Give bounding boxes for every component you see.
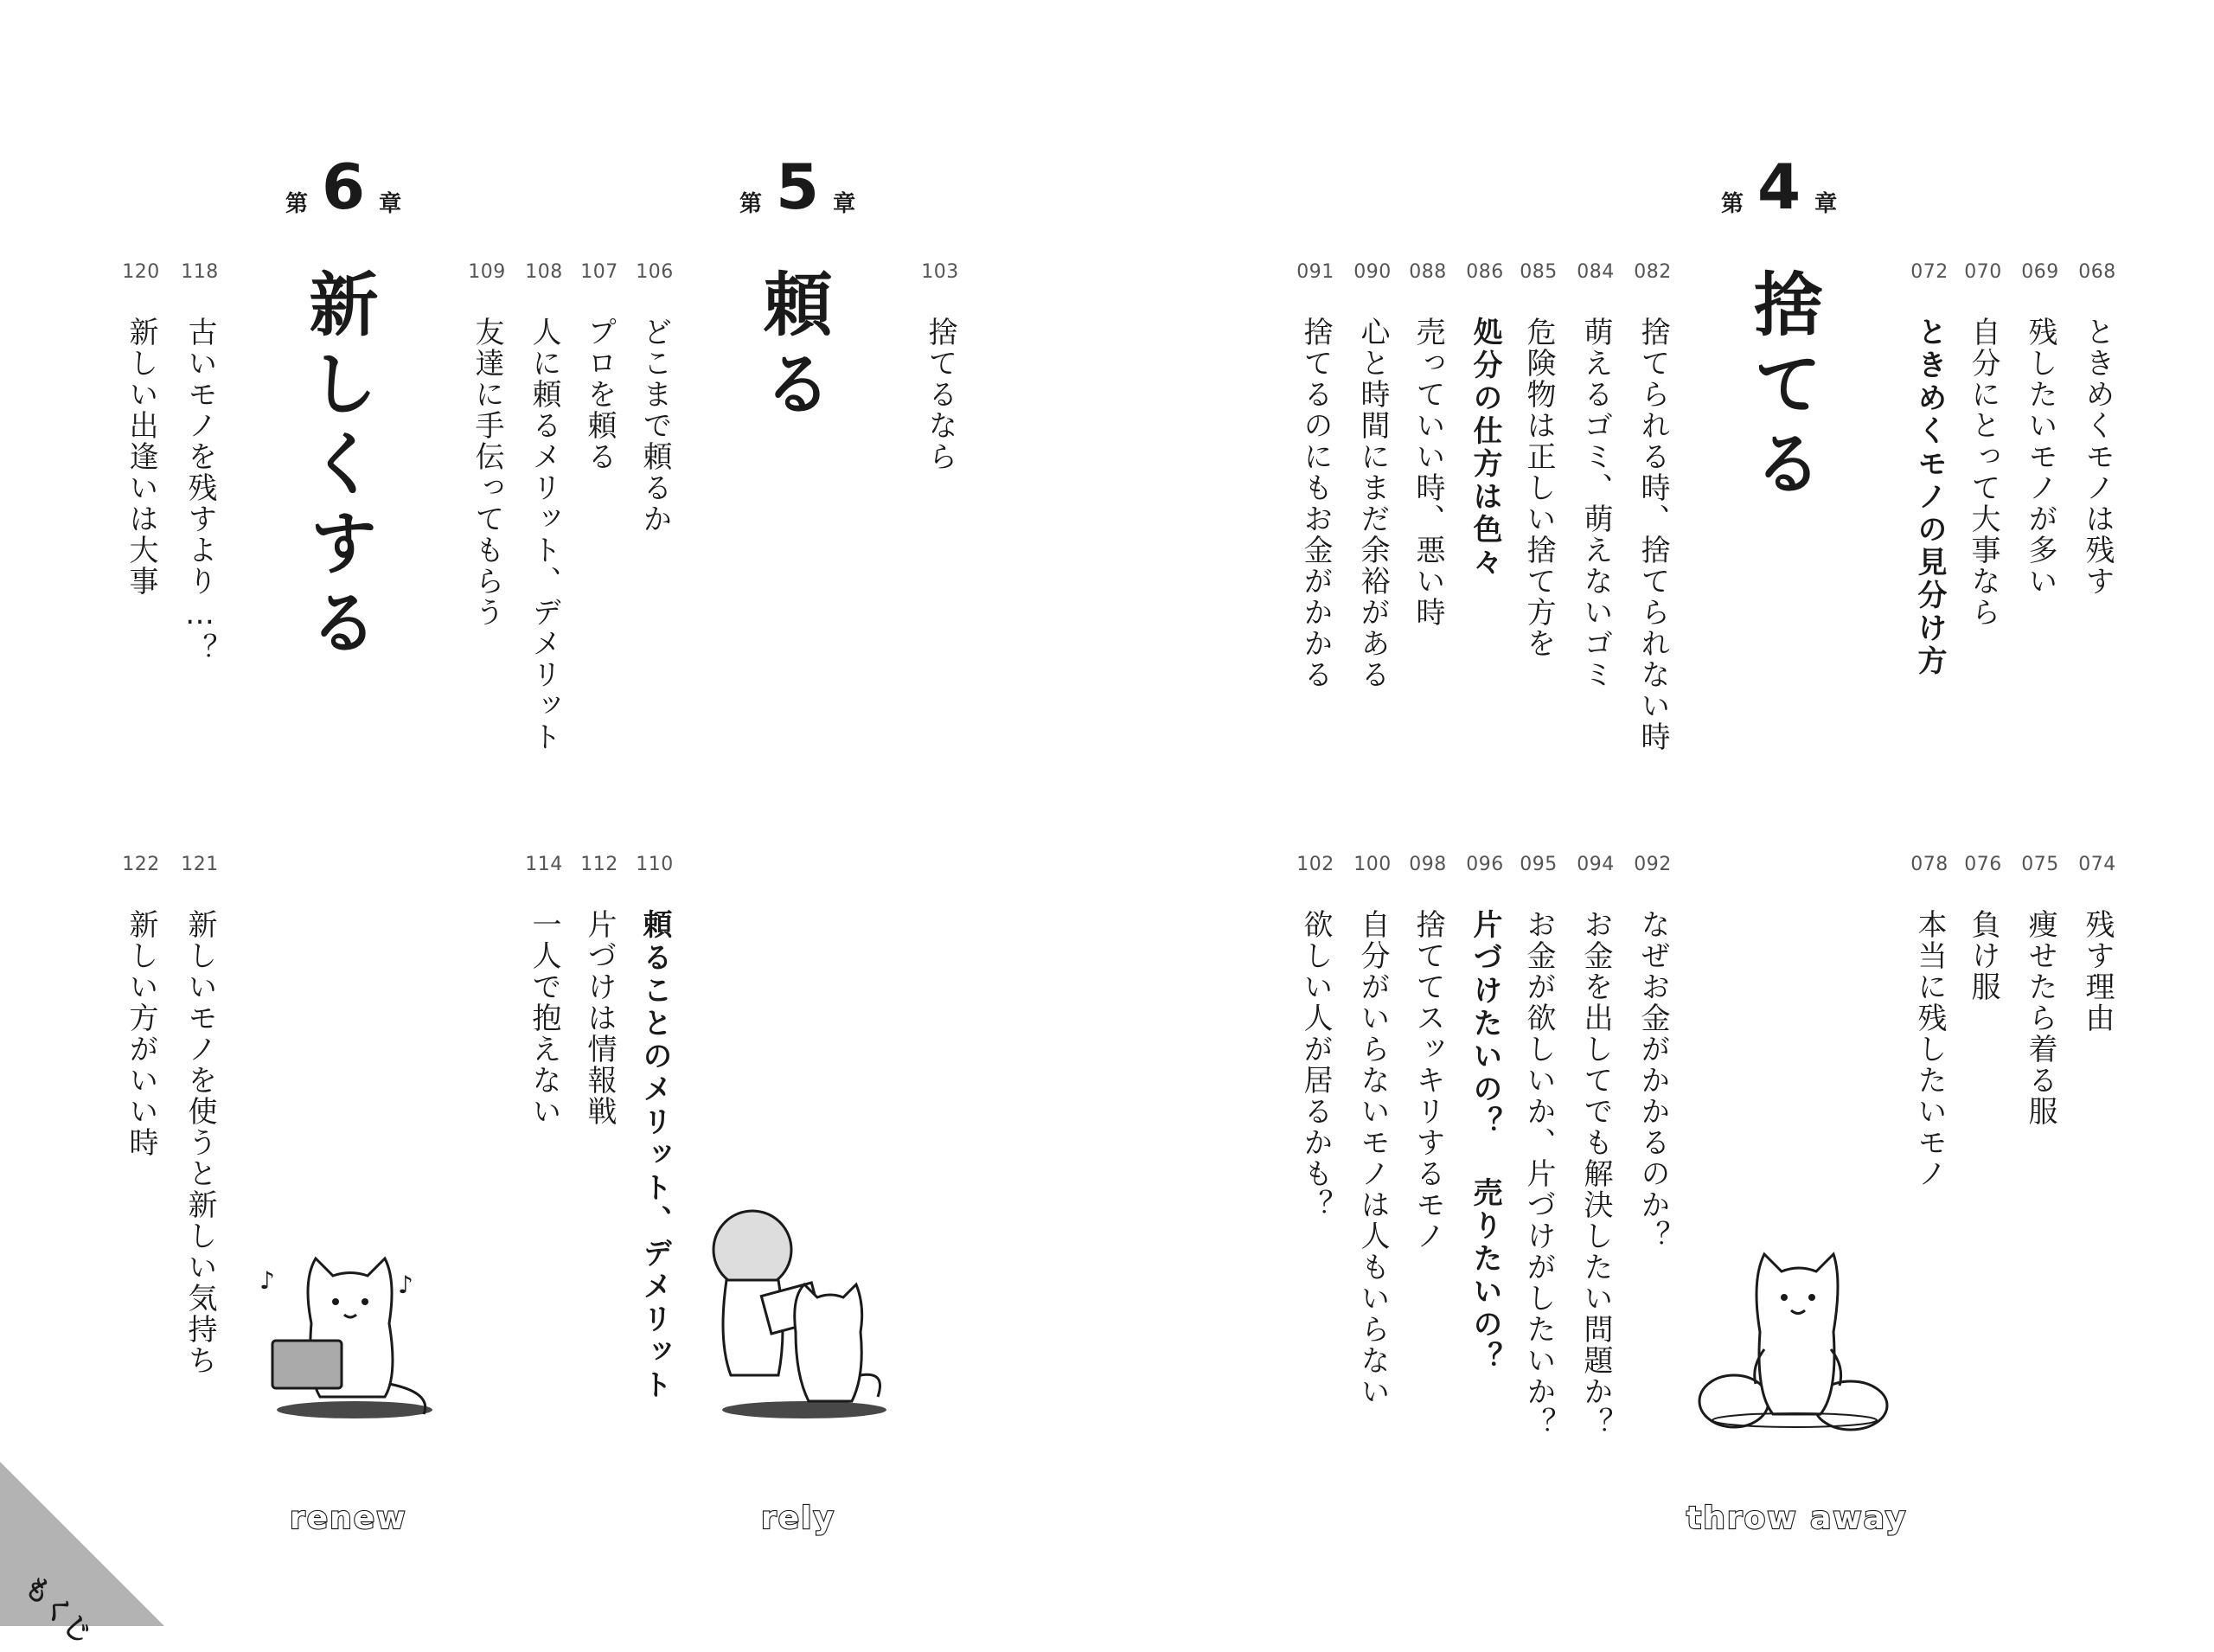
toc-entry[interactable]: [463, 259, 511, 631]
chapter4-english-title: throw away: [1686, 1501, 1908, 1536]
chapter-prefix: 第: [1721, 191, 1744, 217]
toc-entry[interactable]: [1959, 259, 2007, 631]
toc-entry-title: 痩せたら着る服: [2023, 909, 2057, 1127]
toc-entry[interactable]: [1514, 852, 1563, 1442]
toc-page-number: 078: [1910, 854, 1948, 875]
toc-entry[interactable]: [1959, 852, 2007, 1006]
toc-entry[interactable]: [1404, 259, 1452, 631]
toc-entry[interactable]: [117, 259, 165, 600]
toc-entry[interactable]: [2073, 852, 2121, 1037]
svg-text:♪: ♪: [398, 1271, 413, 1299]
toc-page-number: 084: [1577, 261, 1615, 283]
toc-entry[interactable]: [1571, 259, 1620, 694]
toc-entry[interactable]: [520, 259, 568, 756]
toc-entry[interactable]: [1291, 852, 1340, 1224]
toc-entry[interactable]: [1291, 259, 1340, 694]
toc-entry[interactable]: [520, 852, 568, 1130]
chapter-suffix: 章: [833, 191, 856, 217]
chapter-prefix: 第: [739, 191, 763, 217]
toc-entry-title: 萌えるゴミ、萌えないゴミ: [1578, 317, 1613, 690]
chapter6-title: 新しくする: [298, 268, 378, 666]
chapter-suffix: 章: [379, 191, 402, 217]
toc-entry-title: 古いモノを残すより…？: [182, 317, 217, 664]
toc-entry-title: 頼ることのメリット、デメリット: [637, 909, 672, 1402]
chapter-prefix: 第: [285, 191, 309, 217]
toc-entry[interactable]: [2016, 852, 2064, 1130]
toc-entry[interactable]: [1571, 852, 1620, 1442]
toc-page-number: 118: [181, 261, 219, 283]
toc-entry[interactable]: [2016, 259, 2064, 600]
toc-entry[interactable]: [117, 852, 165, 1162]
toc-page-number: 085: [1520, 261, 1558, 283]
toc-entry-title: 片づけは情報戦: [582, 909, 617, 1127]
cat-with-bags-illustration: [1691, 1228, 1898, 1436]
toc-entry-title: 捨てるのにもお金がかかる: [1298, 317, 1333, 690]
toc-page-number: 108: [525, 261, 563, 283]
toc-page-number: 107: [580, 261, 618, 283]
toc-entry-title: 本当に残したいモノ: [1912, 909, 1947, 1189]
toc-entry[interactable]: [1514, 259, 1563, 663]
chapter6-english-title: renew: [290, 1501, 407, 1536]
toc-page-number: 088: [1409, 261, 1447, 283]
toc-page-number: 074: [2078, 854, 2116, 875]
toc-entry[interactable]: [2073, 259, 2121, 600]
chapter-suffix: 章: [1814, 191, 1838, 217]
toc-entry-title: 負け服: [1966, 909, 2000, 1002]
toc-page-number: 109: [468, 261, 506, 283]
toc-entry-title: 残したいモノが多い: [2023, 317, 2057, 597]
toc-page-number: 121: [181, 854, 219, 875]
toc-entry-title: 欲しい人が居るかも？: [1298, 909, 1333, 1220]
chapter4-label: [1721, 150, 1838, 223]
toc-page-number: 110: [636, 854, 674, 875]
toc-entry-title: 新しいモノを使うと新しい気持ち: [182, 909, 217, 1376]
toc-entry-title: 新しい出逢いは大事: [124, 317, 158, 597]
toc-page-number: 076: [1964, 854, 2002, 875]
toc-entry-title: 捨てられる時、捨てられない時: [1635, 317, 1670, 752]
chapter-number: 4: [1757, 150, 1801, 223]
toc-page-number: 072: [1910, 261, 1948, 283]
chapter5-english-title: rely: [761, 1501, 835, 1536]
svg-text:♪: ♪: [259, 1266, 275, 1295]
toc-entry-title: 片づけたいの？ 売りたいの？: [1468, 909, 1502, 1374]
toc-entry-title: 危険物は正しい捨て方を: [1521, 317, 1556, 659]
toc-page-number: 091: [1296, 261, 1334, 283]
toc-page-number: 090: [1353, 261, 1392, 283]
toc-entry-title: プロを頼る: [582, 317, 617, 472]
chapter4-title: 捨てる: [1742, 268, 1822, 507]
toc-entry[interactable]: [630, 852, 679, 1405]
toc-entry-title: ときめくモノは残す: [2080, 317, 2115, 597]
toc-entry[interactable]: [1905, 259, 1954, 682]
toc-page-number: 100: [1353, 854, 1392, 875]
toc-entry-title: 売っていい時、悪い時: [1411, 317, 1445, 628]
toc-entry-title: 友達に手伝ってもらう: [470, 317, 504, 628]
toc-entry-title: 捨ててスッキリするモノ: [1411, 909, 1445, 1252]
toc-entry-title: 一人で抱えない: [527, 909, 561, 1127]
toc-entry[interactable]: [916, 259, 964, 476]
toc-entry[interactable]: [1404, 852, 1452, 1255]
toc-entry[interactable]: [1348, 852, 1397, 1411]
toc-entry[interactable]: [1461, 259, 1509, 583]
toc-entry-title: お金を出してでも解決したい問題か？: [1578, 909, 1613, 1438]
toc-entry-title: ときめくモノの見分け方: [1912, 317, 1947, 678]
toc-entry[interactable]: [1905, 852, 1954, 1193]
toc-page-number: 095: [1520, 854, 1558, 875]
toc-page-number: 069: [2021, 261, 2059, 283]
chapter-number: 6: [322, 150, 366, 223]
chapter-number: 5: [776, 150, 820, 223]
toc-page-number: 098: [1409, 854, 1447, 875]
toc-page-number: 082: [1634, 261, 1672, 283]
toc-entry[interactable]: [1461, 852, 1509, 1378]
toc-entry-title: 人に頼るメリット、デメリット: [527, 317, 561, 752]
toc-entry-title: 自分がいらないモノは人もいらない: [1355, 909, 1390, 1407]
toc-page-number: 086: [1466, 261, 1504, 283]
toc-entry-title: 処分の仕方は色々: [1468, 317, 1502, 579]
toc-entry-title: お金が欲しいか、片づけがしたいか？: [1521, 909, 1556, 1438]
toc-entry-title: 自分にとって大事なら: [1966, 317, 2000, 628]
toc-page-number: 120: [122, 261, 160, 283]
toc-entry[interactable]: [1629, 852, 1677, 1255]
toc-page-number: 102: [1296, 854, 1334, 875]
toc-page-number: 068: [2078, 261, 2116, 283]
cat-with-laptop-illustration: [259, 1245, 450, 1427]
chapter5-title: 頼る: [752, 268, 832, 427]
corner-tab-label: もくじ: [16, 1568, 99, 1651]
grandma-and-cat-illustration: [692, 1202, 891, 1427]
toc-entry-title: どこまで頼るか: [637, 317, 672, 535]
toc-entry-title: 捨てるなら: [923, 317, 957, 472]
chapter6-label: [285, 150, 402, 223]
toc-entry[interactable]: [176, 852, 224, 1380]
toc-entry[interactable]: [575, 259, 624, 476]
toc-entry-title: 残す理由: [2080, 909, 2115, 1034]
toc-entry[interactable]: [176, 259, 224, 668]
toc-entry-title: 心と時間にまだ余裕がある: [1355, 317, 1390, 690]
toc-page-number: 106: [636, 261, 674, 283]
toc-entry-title: 新しい方がいい時: [124, 909, 158, 1158]
toc-page-number: 103: [921, 261, 959, 283]
toc-page-number: 114: [525, 854, 563, 875]
toc-entry[interactable]: [630, 259, 679, 538]
toc-entry[interactable]: [1629, 259, 1677, 756]
toc-entry-title: なぜお金がかかるのか？: [1635, 909, 1670, 1252]
toc-page-number: 070: [1964, 261, 2002, 283]
toc-page-number: 094: [1577, 854, 1615, 875]
toc-page-number: 075: [2021, 854, 2059, 875]
toc-page-number: 096: [1466, 854, 1504, 875]
toc-page-number: 092: [1634, 854, 1672, 875]
toc-entry[interactable]: [575, 852, 624, 1130]
toc-entry[interactable]: [1348, 259, 1397, 694]
chapter5-label: [739, 150, 856, 223]
toc-page-number: 112: [580, 854, 618, 875]
toc-page-number: 122: [122, 854, 160, 875]
